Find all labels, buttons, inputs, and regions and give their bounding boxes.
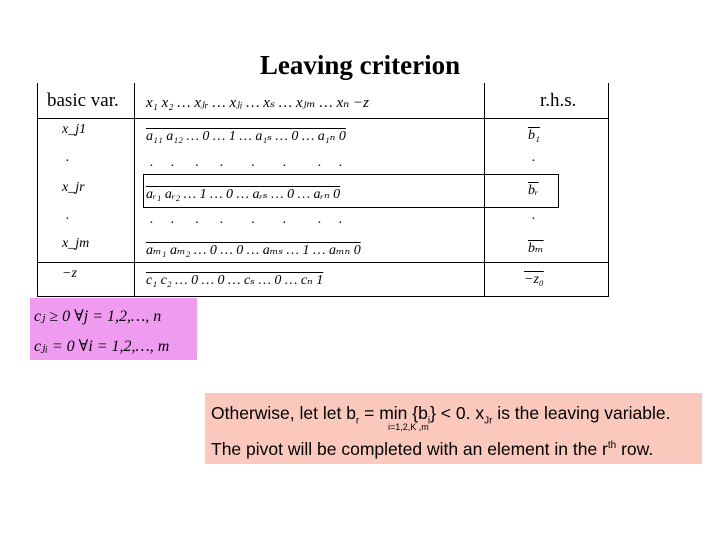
criterion-text-end: is the leaving variable.: [492, 403, 671, 423]
table-bottom-rule: [37, 296, 609, 297]
leaving-criterion-box: [205, 393, 702, 464]
row-basic-minus-z: −z: [62, 266, 77, 281]
criterion-pivot-text: The pivot will be completed with an element in the r: [211, 439, 608, 459]
row-rhs-br: $\overline{bᵣ}$: [528, 183, 539, 198]
criterion-sub-i: i: [427, 415, 431, 427]
criterion-text-min: = min {b: [359, 403, 428, 423]
criterion-text-pre: Otherwise, let let b: [211, 403, 356, 423]
condition-basic: cⱼᵢ = 0 ∀i = 1,2,…, m: [34, 338, 170, 355]
row-rhs-dots-1: .: [532, 150, 536, 165]
row-coeffs-x-j1: a₁₁ a₁₂ … 0 … 1 … a₁ₛ … 0 … a₁ₙ 0: [146, 129, 346, 144]
row-basic-dots-2: .: [66, 208, 70, 223]
row-basic-dots-1: .: [66, 150, 70, 165]
row-basic-x-jr: x_jr: [62, 180, 85, 195]
table-z-rule: [37, 262, 609, 263]
row-rhs-b1: b₁: [528, 128, 540, 143]
row-rhs-bm: $\overline{b_m}$: [528, 241, 544, 256]
table-divider-basic: [134, 83, 135, 297]
row-rhs-dots-2: .: [532, 208, 536, 223]
row-basic-x-j1: x_j1: [62, 122, 87, 137]
row-rhs-minus-z0: −z₀: [524, 272, 544, 287]
table-right-border: [608, 83, 609, 297]
criterion-line-2: [211, 439, 653, 460]
table-left-border: [37, 83, 38, 297]
table-header-rule: [37, 118, 609, 119]
criterion-pivot-end: row.: [616, 439, 654, 459]
criterion-sub-r: r: [355, 415, 360, 427]
header-rhs: r.h.s.: [540, 90, 577, 111]
criterion-line-1: [211, 403, 670, 427]
slide-title: Leaving criterion: [259, 50, 461, 80]
row-basic-x-jm: x_jm: [62, 236, 90, 251]
row-coeffs-x-jm: aₘ₁ aₘ₂ … 0 … 0 … aₘₛ … 1 … aₘₙ 0: [146, 243, 361, 258]
row-coeffs-dots-2: . . . . . . . .: [150, 212, 343, 227]
condition-nonbasic: cⱼ ≥ 0 ∀j = 1,2,…, n: [34, 308, 162, 325]
optimality-conditions-box: [30, 298, 197, 360]
row-coeffs-reduced-costs: c₁ c₂ … 0 … 0 … cₛ … 0 … cₙ 1: [146, 273, 324, 288]
criterion-min-range: i=1,2,K ,m: [388, 422, 429, 432]
row-coeffs-dots-1: . . . . . . . .: [150, 155, 343, 170]
header-variables: x₁ x₂ … xⱼᵣ … xⱼᵢ … xₛ … xⱼₘ … xₙ −z: [146, 95, 369, 111]
criterion-sup-th: th: [607, 440, 617, 452]
criterion-text-post: } < 0. x: [430, 403, 485, 423]
row-coeffs-x-jr: aᵣ₁ aᵣ₂ … 1 … 0 … aᵣₛ … 0 … aᵣₙ 0: [146, 187, 341, 202]
header-basic-var: basic var.: [47, 90, 119, 111]
criterion-sub-jr: Jr: [484, 415, 493, 427]
